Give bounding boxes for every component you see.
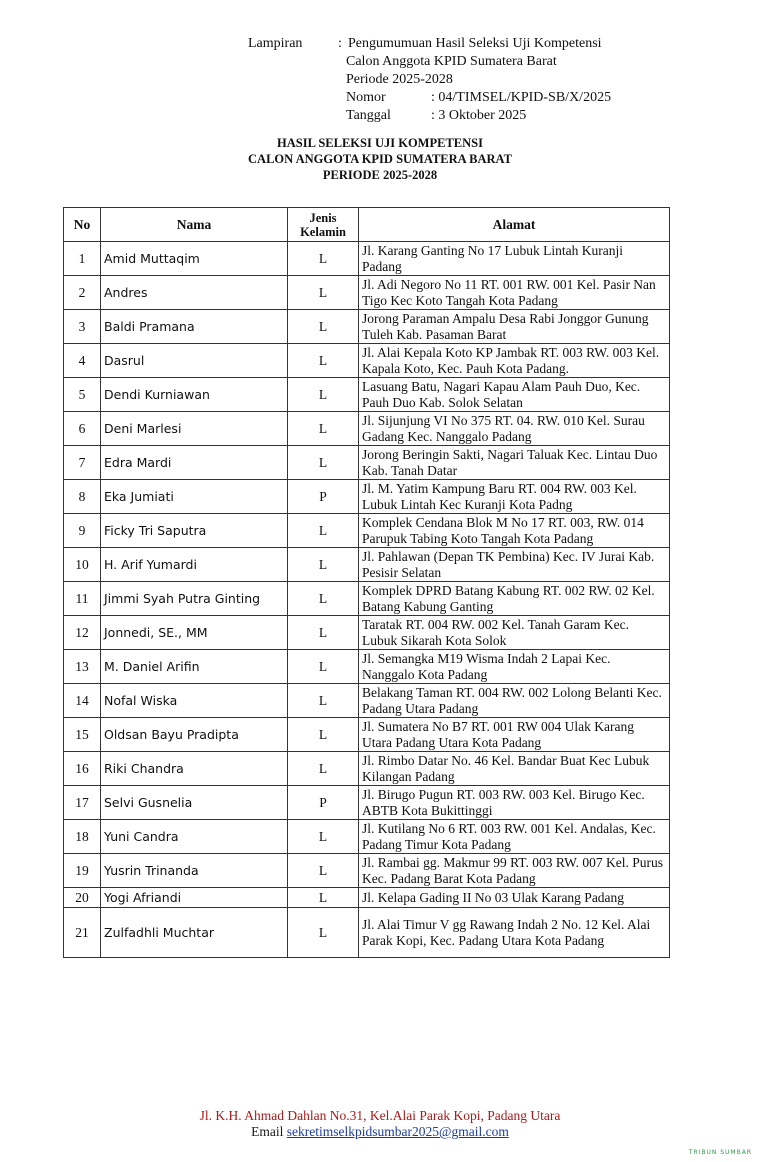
nomor-value: : 04/TIMSEL/KPID-SB/X/2025 <box>431 90 612 105</box>
title-line2: CALON ANGGOTA KPID SUMATERA BARAT <box>248 152 512 166</box>
cell-no: 6 <box>64 412 101 446</box>
cell-no: 19 <box>64 854 101 888</box>
cell-alamat: Jl. M. Yatim Kampung Baru RT. 004 RW. 003 Kel. Lubuk Lintah Kec Kuranji Kota Padng <box>359 480 670 514</box>
table-row <box>64 242 670 276</box>
lampiran-line2: Calon Anggota KPID Sumatera Barat <box>346 54 557 69</box>
cell-alamat: Belakang Taman RT. 004 RW. 002 Lolong Belanti Kec. Padang Utara Padang <box>359 684 670 718</box>
lampiran-label: Lampiran <box>248 36 303 51</box>
header-jenis-kelamin <box>288 208 359 242</box>
cell-alamat: Jl. Kutilang No 6 RT. 003 RW. 001 Kel. Andalas, Kec. Padang Timur Kota Padang <box>359 820 670 854</box>
cell-jenis-kelamin: L <box>288 412 359 446</box>
table-row <box>64 752 670 786</box>
tanggal-label: Tanggal <box>346 108 391 123</box>
cell-jenis-kelamin: L <box>288 752 359 786</box>
cell-jenis-kelamin: L <box>288 908 359 958</box>
table-row <box>64 616 670 650</box>
header-alamat: Alamat <box>359 208 670 242</box>
table-row <box>64 310 670 344</box>
cell-jenis-kelamin: L <box>288 582 359 616</box>
footer-email-link[interactable]: sekretimselkpidsumbar2025@gmail.com <box>286 1124 509 1139</box>
cell-jenis-kelamin: L <box>288 820 359 854</box>
table-row <box>64 786 670 820</box>
cell-no: 3 <box>64 310 101 344</box>
document-title <box>0 135 760 183</box>
cell-jenis-kelamin: L <box>288 446 359 480</box>
cell-nama: Selvi Gusnelia <box>101 786 288 820</box>
cell-nama: Amid Muttaqim <box>101 242 288 276</box>
cell-nama: Baldi Pramana <box>101 310 288 344</box>
watermark-logo: TRIBUN SUMBAR <box>688 1149 752 1156</box>
cell-no: 20 <box>64 888 101 908</box>
cell-jenis-kelamin: L <box>288 684 359 718</box>
cell-jenis-kelamin: L <box>288 514 359 548</box>
table-row <box>64 908 670 958</box>
cell-alamat: Jl. Pahlawan (Depan TK Pembina) Kec. IV Jurai Kab. Pesisir Selatan <box>359 548 670 582</box>
cell-no: 9 <box>64 514 101 548</box>
cell-no: 21 <box>64 908 101 958</box>
cell-nama: Jimmi Syah Putra Ginting <box>101 582 288 616</box>
cell-alamat: Jl. Birugo Pugun RT. 003 RW. 003 Kel. Birugo Kec. ABTB Kota Bukittinggi <box>359 786 670 820</box>
cell-nama: Edra Mardi <box>101 446 288 480</box>
nomor-label: Nomor <box>346 90 386 105</box>
cell-jenis-kelamin: L <box>288 276 359 310</box>
cell-alamat: Jl. Sumatera No B7 RT. 001 RW 004 Ulak Karang Utara Padang Utara Kota Padang <box>359 718 670 752</box>
cell-alamat: Jl. Karang Ganting No 17 Lubuk Lintah Kuranji Padang <box>359 242 670 276</box>
cell-nama: Jonnedi, SE., MM <box>101 616 288 650</box>
table-row <box>64 718 670 752</box>
footer-email-line <box>0 1124 760 1140</box>
cell-no: 15 <box>64 718 101 752</box>
cell-jenis-kelamin: L <box>288 718 359 752</box>
cell-jenis-kelamin: L <box>288 888 359 908</box>
cell-no: 18 <box>64 820 101 854</box>
cell-no: 13 <box>64 650 101 684</box>
table-row <box>64 412 670 446</box>
footer-email-label: Email <box>251 1124 284 1139</box>
cell-jenis-kelamin: P <box>288 786 359 820</box>
cell-jenis-kelamin: L <box>288 650 359 684</box>
table-row <box>64 514 670 548</box>
header-no: No <box>64 208 101 242</box>
lampiran-separator: : <box>338 36 342 51</box>
cell-nama: Oldsan Bayu Pradipta <box>101 718 288 752</box>
table-row <box>64 344 670 378</box>
cell-nama: Yuni Candra <box>101 820 288 854</box>
title-line1: HASIL SELEKSI UJI KOMPETENSI <box>277 136 483 150</box>
cell-no: 14 <box>64 684 101 718</box>
cell-no: 1 <box>64 242 101 276</box>
cell-no: 7 <box>64 446 101 480</box>
table-row <box>64 684 670 718</box>
table-row <box>64 888 670 908</box>
cell-nama: Zulfadhli Muchtar <box>101 908 288 958</box>
results-table <box>63 207 670 958</box>
cell-alamat: Jorong Paraman Ampalu Desa Rabi Jonggor Gunung Tuleh Kab. Pasaman Barat <box>359 310 670 344</box>
footer <box>0 1108 760 1140</box>
cell-alamat: Komplek Cendana Blok M No 17 RT. 003, RW. 014 Parupuk Tabing Koto Tangah Kota Padang <box>359 514 670 548</box>
cell-jenis-kelamin: L <box>288 344 359 378</box>
cell-no: 8 <box>64 480 101 514</box>
cell-alamat: Komplek DPRD Batang Kabung RT. 002 RW. 02 Kel. Batang Kabung Ganting <box>359 582 670 616</box>
cell-nama: Eka Jumiati <box>101 480 288 514</box>
cell-alamat: Jorong Beringin Sakti, Nagari Taluak Kec. Lintau Duo Kab. Tanah Datar <box>359 446 670 480</box>
cell-jenis-kelamin: L <box>288 548 359 582</box>
cell-nama: Yogi Afriandi <box>101 888 288 908</box>
cell-alamat: Lasuang Batu, Nagari Kapau Alam Pauh Duo, Kec. Pauh Duo Kab. Solok Selatan <box>359 378 670 412</box>
cell-no: 2 <box>64 276 101 310</box>
cell-nama: Dasrul <box>101 344 288 378</box>
cell-no: 16 <box>64 752 101 786</box>
cell-jenis-kelamin: L <box>288 616 359 650</box>
cell-nama: Ficky Tri Saputra <box>101 514 288 548</box>
cell-jenis-kelamin: L <box>288 310 359 344</box>
table-row <box>64 820 670 854</box>
table-row <box>64 276 670 310</box>
cell-alamat: Jl. Semangka M19 Wisma Indah 2 Lapai Kec. Nanggalo Kota Padang <box>359 650 670 684</box>
cell-alamat: Jl. Kelapa Gading II No 03 Ulak Karang Padang <box>359 888 670 908</box>
cell-nama: M. Daniel Arifin <box>101 650 288 684</box>
cell-jenis-kelamin: L <box>288 242 359 276</box>
table-row <box>64 854 670 888</box>
cell-alamat: Jl. Rambai gg. Makmur 99 RT. 003 RW. 007 Kel. Purus Kec. Padang Barat Kota Padang <box>359 854 670 888</box>
lampiran-block <box>248 35 611 125</box>
cell-alamat: Jl. Sijunjung VI No 375 RT. 04. RW. 010 Kel. Surau Gadang Kec. Nanggalo Padang <box>359 412 670 446</box>
cell-alamat: Jl. Adi Negoro No 11 RT. 001 RW. 001 Kel. Pasir Nan Tigo Kec Koto Tangah Kota Padang <box>359 276 670 310</box>
cell-alamat: Jl. Alai Timur V gg Rawang Indah 2 No. 12 Kel. Alai Parak Kopi, Kec. Padang Utara Kota Padang <box>359 908 670 958</box>
cell-nama: Nofal Wiska <box>101 684 288 718</box>
footer-address: Jl. K.H. Ahmad Dahlan No.31, Kel.Alai Parak Kopi, Padang Utara <box>199 1108 561 1123</box>
table-row <box>64 480 670 514</box>
cell-no: 12 <box>64 616 101 650</box>
table-row <box>64 446 670 480</box>
lampiran-line1: Pengumumuan Hasil Seleksi Uji Kompetensi <box>348 36 602 51</box>
header-jenis-line2: Kelamin <box>300 224 346 239</box>
cell-alamat: Jl. Rimbo Datar No. 46 Kel. Bandar Buat Kec Lubuk Kilangan Padang <box>359 752 670 786</box>
cell-no: 10 <box>64 548 101 582</box>
cell-jenis-kelamin: L <box>288 854 359 888</box>
cell-nama: H. Arif Yumardi <box>101 548 288 582</box>
table-row <box>64 582 670 616</box>
cell-alamat: Jl. Alai Kepala Koto KP Jambak RT. 003 RW. 003 Kel. Kapala Koto, Kec. Pauh Kota Padang. <box>359 344 670 378</box>
cell-no: 4 <box>64 344 101 378</box>
cell-no: 17 <box>64 786 101 820</box>
table-row <box>64 378 670 412</box>
table-row <box>64 650 670 684</box>
cell-no: 5 <box>64 378 101 412</box>
cell-nama: Riki Chandra <box>101 752 288 786</box>
header-jenis-line1: Jenis <box>309 210 337 225</box>
title-line3: PERIODE 2025-2028 <box>322 168 438 182</box>
cell-nama: Yusrin Trinanda <box>101 854 288 888</box>
cell-nama: Andres <box>101 276 288 310</box>
cell-jenis-kelamin: L <box>288 378 359 412</box>
table-row <box>64 548 670 582</box>
header-nama: Nama <box>101 208 288 242</box>
cell-alamat: Taratak RT. 004 RW. 002 Kel. Tanah Garam Kec. Lubuk Sikarah Kota Solok <box>359 616 670 650</box>
cell-nama: Deni Marlesi <box>101 412 288 446</box>
cell-nama: Dendi Kurniawan <box>101 378 288 412</box>
tanggal-value: : 3 Oktober 2025 <box>431 108 527 123</box>
cell-jenis-kelamin: P <box>288 480 359 514</box>
cell-no: 11 <box>64 582 101 616</box>
lampiran-line3: Periode 2025-2028 <box>346 72 453 87</box>
table-header-row <box>64 208 670 242</box>
